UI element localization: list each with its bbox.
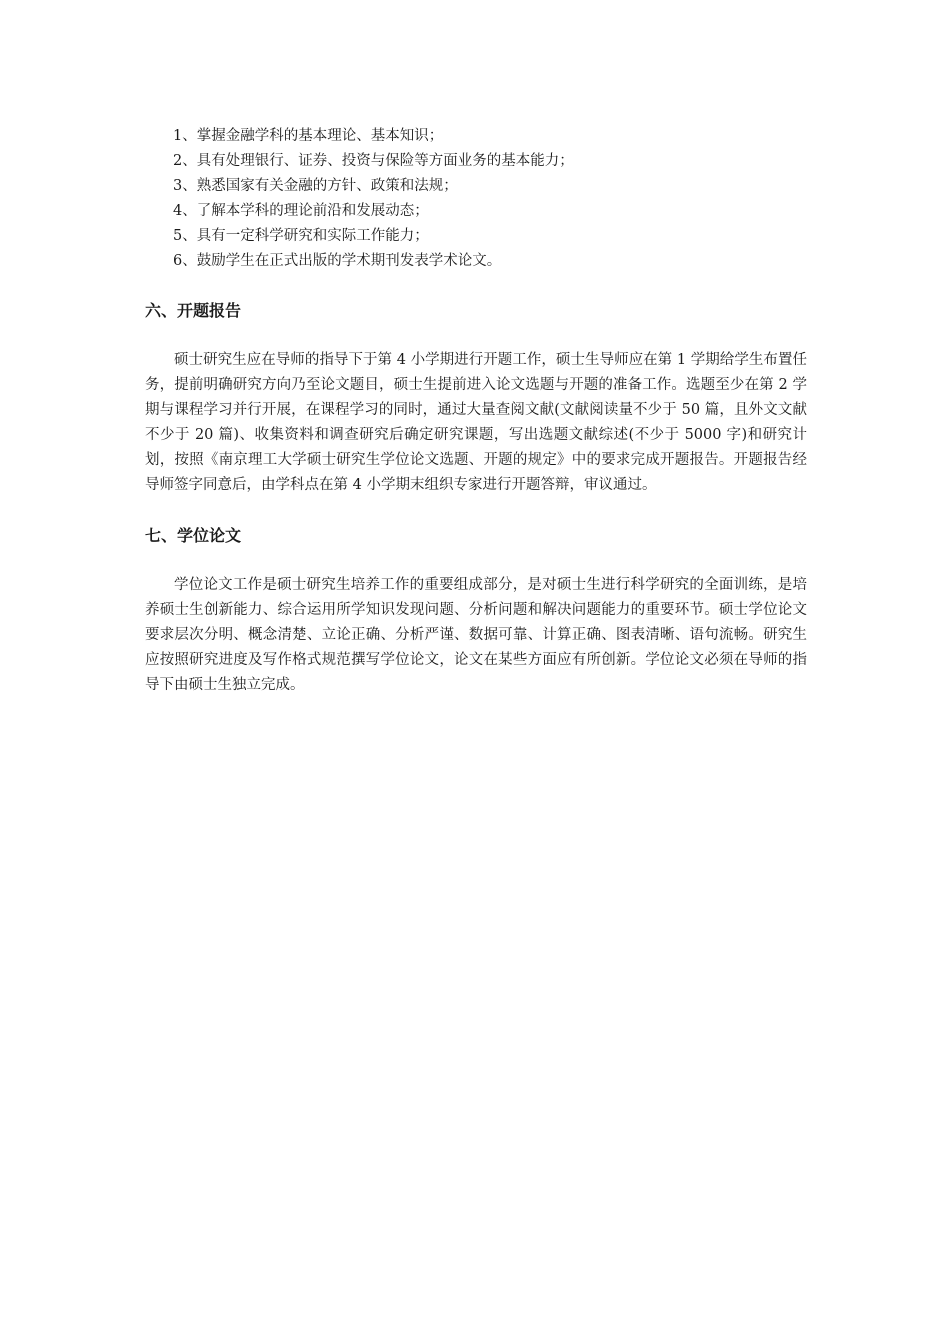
section-heading-proposal-report: 六、开题报告 xyxy=(145,301,242,320)
thesis-paragraph: 学位论文工作是硕士研究生培养工作的重要组成部分，是对硕士生进行科学研究的全面训练，是培养硕士生创新能力、综合运用所学知识发现问题、分析问题和解决问题能力的重要环节。硕士学位论文要求层次分明、概念清楚、立论正确、分析严谨、数据可靠、计算正确、图表清晰、语句流畅。研究生应按照研究进度及写作格式规范撰写学位论文，论文在某些方面应有所创新。学位论文必须在导师的指导下由硕士生独立完成。 xyxy=(145,577,807,693)
list-item: 5、具有一定科学研究和实际工作能力； xyxy=(173,228,429,244)
proposal-report-paragraph: 硕士研究生应在导师的指导下于第 4 小学期进行开题工作，硕士生导师应在第 1 学期给学生布置任务，提前明确研究方向乃至论文题目，硕士生提前进入论文选题与开题的准备工作。选题至少在第 2 学期与课程学习并行开展，在课程学习的同时，通过大量查阅文献(文献阅读量不少于 50 篇，且外文文献不少于 20 篇)、收集资料和调查研究后确定研究课题，写出选题文献综述(不少于 5000 字)和研究计划，按照《南京理工大学硕士研究生学位论文选题、开题的规定》中的要求完成开题报告。开题报告经导师签字同意后，由学科点在第 4 小学期末组织专家进行开题答辩，审议通过。 xyxy=(145,352,807,493)
section-heading-thesis: 七、学位论文 xyxy=(145,526,242,545)
list-item: 1、掌握金融学科的基本理论、基本知识； xyxy=(173,128,444,144)
list-item: 2、具有处理银行、证券、投资与保险等方面业务的基本能力； xyxy=(173,153,574,169)
requirements-list xyxy=(145,124,807,274)
list-item: 4、了解本学科的理论前沿和发展动态； xyxy=(173,203,429,219)
list-item: 3、熟悉国家有关金融的方针、政策和法规； xyxy=(173,178,458,194)
list-item: 6、鼓励学生在正式出版的学术期刊发表学术论文。 xyxy=(173,253,502,269)
document-body xyxy=(145,124,807,698)
